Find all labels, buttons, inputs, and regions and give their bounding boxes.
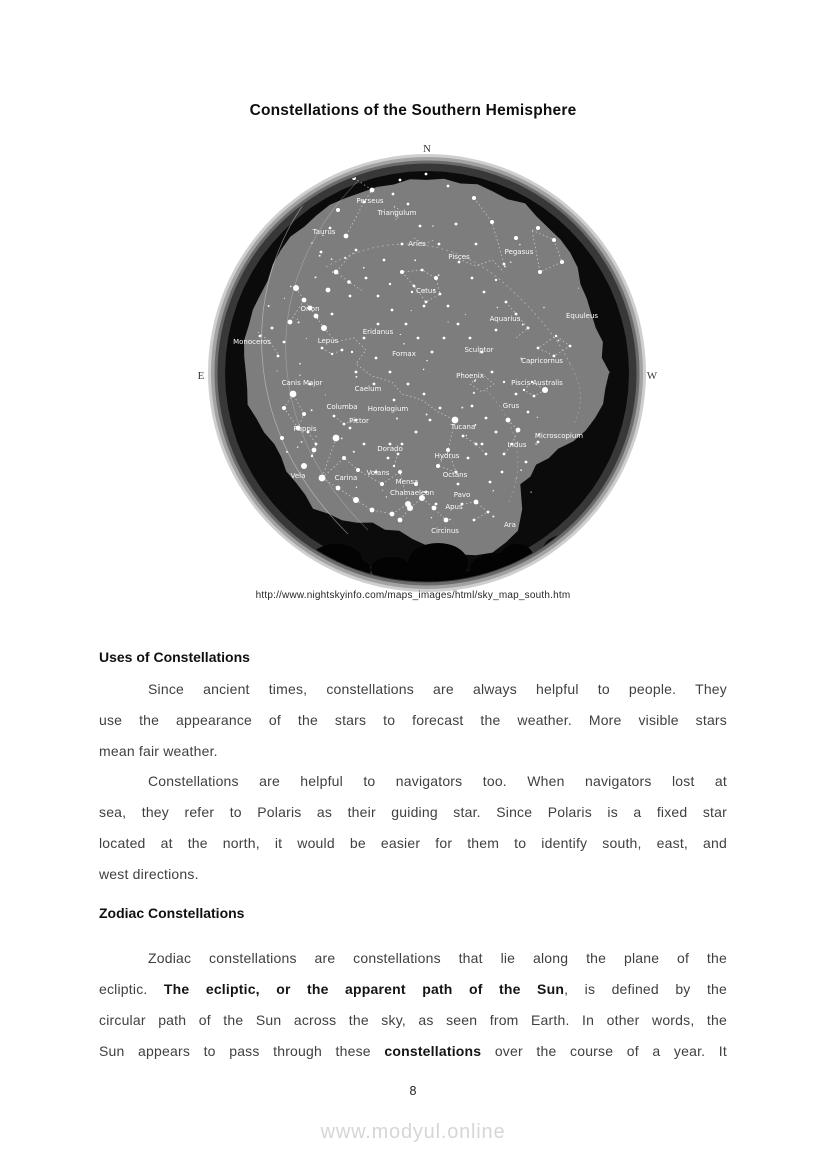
star (398, 470, 402, 474)
text: Zodiac constellations are constellations that lie along the plane of the (148, 950, 727, 966)
star (301, 463, 307, 469)
star (302, 412, 306, 416)
star-faint (290, 286, 292, 288)
constellation-label: Canis Major (281, 379, 323, 387)
star (290, 391, 297, 398)
star (457, 483, 460, 486)
star (515, 393, 518, 396)
star-faint (422, 269, 424, 271)
star (491, 371, 494, 374)
section-heading: Uses of Constellations (99, 649, 250, 665)
star (389, 371, 392, 374)
star (302, 298, 307, 303)
star (425, 173, 428, 176)
text: Constellations are helpful to navigators too. When navigators lost at (148, 773, 727, 789)
constellation-label: Equuleus (565, 312, 599, 320)
constellation-label: Indus (507, 441, 527, 449)
star (481, 443, 484, 446)
star (503, 453, 506, 456)
star (380, 482, 384, 486)
star-faint (400, 334, 401, 335)
text: Since ancient times, constellations are always helpful to people. They (148, 681, 727, 697)
star (415, 431, 418, 434)
star-faint (331, 258, 333, 260)
star (533, 395, 536, 398)
star (444, 518, 449, 523)
star (293, 285, 299, 291)
star (312, 448, 317, 453)
star (485, 453, 488, 456)
star (405, 323, 408, 326)
constellation-label: Piscis Australis (511, 379, 563, 387)
constellation-label: Horologium (367, 405, 409, 413)
star-faint (332, 272, 333, 273)
star-faint (325, 394, 326, 395)
star (487, 511, 490, 514)
star-faint (466, 435, 467, 436)
star (467, 457, 470, 460)
constellation-label: Lepus (317, 337, 339, 345)
star-faint (474, 380, 476, 382)
star (501, 471, 504, 474)
star-faint (519, 244, 520, 245)
star (347, 280, 351, 284)
star-faint (465, 314, 466, 315)
constellation-label: Vela (290, 472, 306, 480)
star-faint (315, 276, 317, 278)
constellation-label: Chamaeleon (390, 489, 434, 497)
star-faint (301, 441, 303, 443)
constellation-label: Perseus (356, 197, 384, 205)
star (331, 353, 333, 355)
star-faint (297, 319, 298, 320)
star-faint (344, 257, 346, 259)
star (432, 506, 437, 511)
star (555, 335, 557, 337)
star-faint (423, 369, 425, 371)
star (356, 468, 360, 472)
star-faint (297, 446, 299, 448)
star (523, 389, 525, 391)
star-faint (299, 375, 300, 376)
star-faint (543, 307, 545, 309)
star-faint (426, 360, 428, 362)
star (457, 323, 460, 326)
star (552, 238, 556, 242)
star (483, 291, 486, 294)
star (390, 512, 395, 517)
star (527, 411, 530, 414)
star (485, 417, 488, 420)
star-faint (386, 496, 387, 497)
star-faint (355, 376, 357, 378)
constellation-label: Hydrus (434, 452, 460, 460)
constellation-label: Fornax (392, 350, 416, 358)
star-faint (473, 392, 475, 394)
star-faint (268, 305, 270, 307)
star (333, 435, 340, 442)
body-line (99, 705, 727, 736)
star (495, 431, 498, 434)
star (336, 208, 340, 212)
star (536, 226, 540, 230)
star (377, 295, 380, 298)
star-faint (426, 414, 428, 416)
page-title: Constellations of the Southern Hemisphere (249, 102, 577, 119)
body-line (99, 1036, 727, 1067)
star-faint (277, 371, 278, 372)
star-faint (510, 261, 512, 263)
star (505, 301, 508, 304)
star (411, 291, 413, 293)
star (475, 443, 478, 446)
star (280, 436, 284, 440)
watermark: www.modyul.online (320, 1121, 506, 1143)
star-faint (522, 324, 524, 326)
body-line (99, 1005, 727, 1036)
star (419, 225, 422, 228)
constellation-label: Pavo (453, 491, 471, 499)
star (363, 337, 366, 340)
star (447, 185, 450, 188)
star (458, 261, 461, 264)
star-faint (497, 307, 498, 308)
star (344, 234, 349, 239)
star (277, 355, 280, 358)
star-faint (492, 515, 494, 517)
star (392, 193, 395, 196)
star (363, 443, 366, 446)
text: located at the north, it would be easier for them to identify south, east, and (99, 835, 727, 851)
star-faint (432, 225, 433, 226)
constellation-label: Pisces (448, 253, 470, 261)
text: west directions. (99, 866, 199, 882)
constellation-label: Apus (445, 503, 463, 511)
constellation-label: Caelum (354, 385, 382, 393)
star (333, 415, 336, 418)
star-faint (530, 491, 531, 492)
star (447, 305, 450, 308)
constellation-label: Dorado (377, 445, 403, 453)
star (326, 288, 331, 293)
paragraph (99, 766, 727, 890)
constellation-label: Microscopium (534, 432, 584, 440)
body-line (99, 974, 727, 1005)
star (320, 251, 323, 254)
star (435, 503, 438, 506)
star (506, 418, 511, 423)
star (417, 337, 420, 340)
compass-label-n: N (423, 143, 431, 155)
constellation-label: Aquarius (489, 315, 521, 323)
star (314, 314, 319, 319)
star-faint (311, 409, 313, 411)
star-faint (284, 298, 285, 299)
text: , is defined by the (564, 981, 728, 997)
star (334, 270, 339, 275)
star-faint (431, 517, 432, 518)
constellation-label: Carina (334, 474, 358, 482)
star (407, 505, 413, 511)
star-faint (286, 451, 288, 453)
star (311, 455, 313, 457)
constellation-label: Phoenix (456, 372, 484, 380)
star (495, 279, 497, 281)
star (475, 243, 478, 246)
star (331, 313, 334, 316)
star-faint (382, 490, 383, 491)
constellation-label: Aries (408, 240, 426, 248)
paragraph (99, 943, 727, 1067)
star-faint (520, 469, 522, 471)
star-faint (558, 340, 560, 342)
constellation-label: Eridanus (362, 328, 394, 336)
star (469, 337, 472, 340)
star (370, 508, 375, 513)
text: mean fair weather. (99, 743, 218, 759)
star (423, 305, 426, 308)
star-faint (516, 478, 517, 479)
body-line (99, 828, 727, 859)
section-heading: Zodiac Constellations (99, 905, 245, 921)
star (315, 443, 318, 446)
text: circular path of the Sun across the sky, as seen from Earth. In other words, the (99, 1012, 727, 1028)
star (343, 423, 346, 426)
star (288, 320, 293, 325)
star-faint (578, 288, 579, 289)
star-faint (316, 436, 317, 437)
star-faint (396, 417, 398, 419)
star-faint (306, 338, 307, 339)
constellation-label: Triangulum (377, 209, 417, 217)
star (503, 263, 506, 266)
star-faint (299, 363, 301, 365)
star (370, 188, 375, 193)
star (455, 223, 458, 226)
constellation-label: Tucana (450, 423, 476, 431)
star (355, 249, 358, 252)
star-faint (493, 490, 494, 491)
constellation-label: Taurus (312, 228, 336, 236)
star (413, 285, 416, 288)
star (407, 203, 410, 206)
star (438, 243, 441, 246)
body-line (99, 797, 727, 828)
star (349, 295, 352, 298)
constellation-label: Puppis (293, 425, 317, 433)
text: ecliptic. (99, 981, 164, 997)
star-faint (461, 407, 463, 409)
body-line (99, 943, 727, 974)
star-faint (356, 486, 357, 487)
star (537, 441, 540, 444)
sky-map-figure (186, 132, 668, 594)
constellation-label: Pegasus (504, 248, 534, 256)
star (490, 220, 494, 224)
star-faint (449, 519, 450, 520)
star (383, 259, 386, 262)
star (399, 179, 402, 182)
constellation-label: Capricornus (521, 357, 563, 365)
star (537, 347, 540, 350)
body-line (99, 766, 727, 797)
constellation-label: Mensa (395, 478, 419, 486)
star (349, 427, 352, 430)
star (527, 327, 530, 330)
star-faint (353, 451, 355, 453)
star (542, 387, 548, 393)
text: use the appearance of the stars to forecast the weather. More visible stars (99, 712, 727, 728)
constellation-label: Circinus (431, 527, 459, 535)
constellation-label: Monoceros (233, 338, 271, 346)
bold-text: The ecliptic, or the apparent path of the Sun (163, 981, 565, 997)
star-faint (317, 318, 318, 319)
star (389, 283, 391, 285)
paragraph (99, 674, 727, 767)
star (503, 381, 505, 383)
text: Sun appears to pass through these (99, 1043, 385, 1059)
star (400, 270, 404, 274)
star (336, 486, 341, 491)
body-line (99, 859, 727, 890)
star (462, 435, 465, 438)
map-source-url[interactable]: http://www.nightskyinfo.com/maps_images/html/sky_map_south.htm (255, 590, 571, 601)
constellation-label: Grus (502, 402, 520, 410)
star (431, 351, 434, 354)
compass-label-e: E (197, 370, 205, 382)
star (375, 357, 378, 360)
star (398, 518, 403, 523)
star (525, 461, 528, 464)
star (439, 293, 442, 296)
star (321, 325, 327, 331)
star (319, 475, 326, 482)
star (434, 276, 438, 280)
star-faint (311, 242, 313, 244)
star (439, 407, 442, 410)
star-faint (537, 417, 538, 418)
star (474, 500, 479, 505)
star (387, 457, 390, 460)
star-faint (438, 274, 440, 276)
star (365, 277, 368, 280)
star-faint (504, 265, 506, 267)
star (355, 371, 358, 374)
star-faint (341, 438, 343, 440)
star (407, 383, 410, 386)
body-line (99, 736, 727, 767)
star (425, 301, 428, 304)
star-faint (535, 443, 536, 444)
page-number: 8 (409, 1084, 417, 1098)
star (393, 399, 396, 402)
star (391, 309, 394, 312)
star (560, 260, 564, 264)
bold-text: constellations (384, 1043, 482, 1059)
star (489, 481, 492, 484)
constellation-label: Cetus (415, 287, 437, 295)
star (443, 337, 446, 340)
constellation-label: Sculptor (464, 346, 494, 354)
star (259, 335, 262, 338)
star (429, 419, 432, 422)
star (569, 345, 572, 348)
star-faint (319, 255, 321, 257)
constellation-label: Volans (366, 469, 390, 477)
star (472, 196, 476, 200)
constellation-label: Columba (326, 403, 358, 411)
sky-map (186, 132, 668, 594)
star (353, 497, 359, 503)
star (471, 405, 474, 408)
star (283, 341, 286, 344)
star-faint (448, 321, 449, 322)
star (436, 464, 440, 468)
text: sea, they refer to Polaris as their guiding star. Since Polaris is a fixed star (99, 804, 727, 820)
constellation-label: Orion (300, 305, 320, 313)
star-faint (363, 267, 365, 269)
star (514, 236, 518, 240)
star-faint (403, 343, 405, 345)
star (495, 329, 498, 332)
compass-label-w: W (646, 370, 658, 382)
star-faint (414, 259, 416, 261)
star-faint (411, 310, 412, 311)
body-line (99, 674, 727, 705)
star (423, 393, 426, 396)
star (471, 277, 474, 280)
text: over the course of a year. It (481, 1043, 727, 1059)
star (401, 243, 404, 246)
star (342, 456, 346, 460)
star (321, 347, 324, 350)
star (397, 453, 400, 456)
star (282, 406, 286, 410)
constellation-label: Pictor (349, 417, 369, 425)
star-faint (298, 321, 300, 323)
star (393, 465, 395, 467)
star (351, 351, 353, 353)
star (516, 428, 521, 433)
star (271, 327, 274, 330)
constellation-label: Octans (442, 471, 468, 479)
star (538, 270, 542, 274)
star (473, 519, 476, 522)
constellation-label: Ara (504, 521, 516, 529)
star (341, 349, 344, 352)
star (377, 323, 380, 326)
